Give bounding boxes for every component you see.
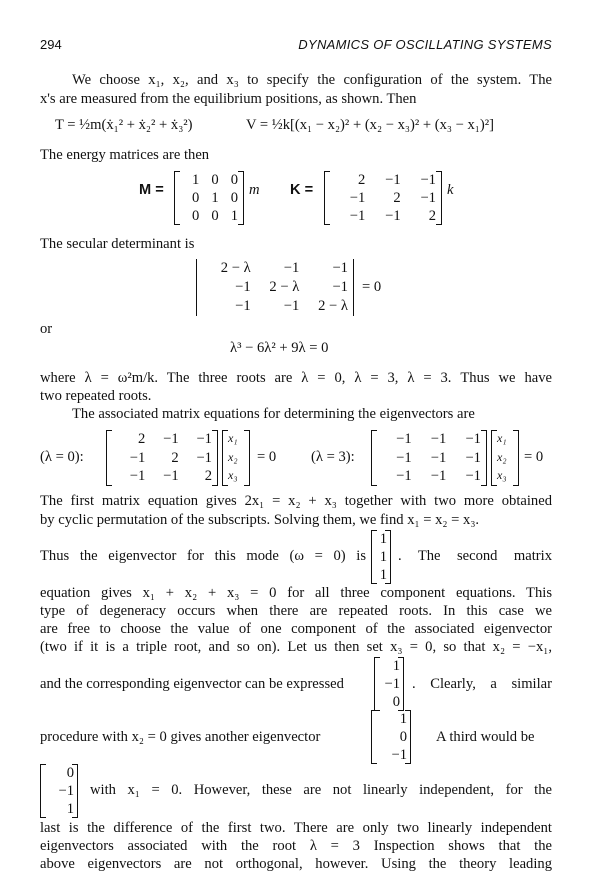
paragraph-line: . The second matrix: [398, 548, 552, 564]
matrix-cell: 2: [358, 171, 366, 188]
matrix-cell: −1: [430, 449, 447, 466]
lambda-three-label: (λ = 3):: [311, 449, 355, 465]
vector-cell: −1: [58, 782, 74, 799]
matrix-cell: 2 − λ: [318, 298, 348, 314]
paragraph-line: eigenvectors associated with the root λ = 3 Inspection shows that the: [40, 838, 552, 854]
vector-cell: x₃: [497, 468, 507, 483]
matrix-cell: 2: [204, 468, 212, 485]
paragraph-line: type of degeneracy occurs when there are repeated roots. In this case we: [40, 603, 552, 619]
lambda-zero-label: (λ = 0):: [40, 449, 84, 465]
mass-factor: m: [249, 182, 260, 198]
matrix-cell: 0: [230, 171, 238, 188]
page-number: 294: [40, 37, 62, 52]
matrix-cell: 0: [211, 207, 219, 224]
eigenvector-b: [371, 710, 411, 764]
potential-energy-equation: V = ½k[(x₁ − x₂)² + (x₂ − x₃)² + (x₃ − x₁)²]: [246, 117, 494, 133]
matrix-m-label: M =: [139, 182, 164, 198]
vector-cell: x₂: [228, 449, 238, 464]
bracket-right: [238, 171, 244, 225]
vector-cell: 1: [66, 800, 74, 817]
x-vector-lambda-0: [222, 430, 250, 486]
matrix-cell: 0: [230, 189, 238, 206]
eigenvector-omega-zero: [371, 530, 391, 584]
equation-rhs-lambda-0: = 0: [257, 449, 277, 465]
paragraph-line: (two if it is a triple root, and so on). Let us then set x₃ = 0, so that x₂ = −x₁,: [40, 639, 552, 655]
vector-cell: 0: [392, 693, 400, 710]
word-or: or: [40, 321, 53, 337]
paragraph-line: by cyclic permutation of the subscripts. Solving them, we find x₁ = x₂ = x₃.: [40, 512, 480, 528]
vector-cell: −1: [391, 746, 407, 763]
matrix-cell: 1: [230, 207, 238, 224]
matrix-cell: 2 − λ: [269, 279, 300, 295]
determinant-rhs: = 0: [362, 279, 382, 295]
matrix-cell: −1: [163, 468, 179, 485]
vector-cell: 1: [399, 710, 407, 727]
matrix-cell: −1: [196, 449, 212, 466]
matrix-k-label: K =: [290, 182, 314, 198]
paragraph-line: The energy matrices are then: [40, 147, 210, 163]
matrix-cell: −1: [283, 298, 300, 314]
characteristic-equation: λ³ − 6λ² + 9λ = 0: [230, 340, 329, 356]
matrix-cell: −1: [129, 449, 146, 466]
x-vector-lambda-3: [491, 430, 519, 486]
paragraph-line: The first matrix equation gives 2x₁ = x₂ + x₃ together with two more obtained: [40, 493, 552, 509]
matrix-cell: 0: [211, 171, 219, 188]
matrix-cell: 1: [192, 171, 200, 188]
vector-cell: −1: [384, 675, 400, 692]
matrix-cell: −1: [396, 430, 412, 447]
paragraph-line: last is the difference of the first two. There are only two linearly independent: [40, 820, 552, 836]
vector-cell: x₁: [228, 430, 238, 445]
vector-cell: 0: [399, 728, 407, 745]
matrix-cell: −1: [235, 279, 251, 295]
matrix-cell: −1: [235, 298, 251, 314]
page-header: [40, 37, 552, 57]
eigenvector-c: [40, 764, 78, 818]
vector-cell: 0: [66, 764, 74, 781]
paragraph-line: and the corresponding eigenvector can be expressed: [40, 676, 344, 692]
paragraph-line: are free to choose the value of one component of the associated eigenvector: [40, 621, 552, 637]
equation-rhs-lambda-3: = 0: [524, 449, 544, 465]
paragraph-line: Thus the eigenvector for this mode (ω = 0) is: [40, 548, 366, 564]
bracket-right: [481, 430, 487, 486]
matrix-cell: −1: [430, 430, 447, 447]
kinetic-energy-equation: T = ½m(ẋ₁² + ẋ₂² + ẋ₃²): [55, 117, 193, 133]
matrix-cell: 2: [428, 207, 436, 224]
eigenvector-a: [374, 657, 404, 711]
matrix-cell: 2 − λ: [220, 260, 251, 276]
matrix-cell: −1: [349, 189, 366, 206]
matrix-cell: −1: [420, 171, 436, 188]
vector-cell: x₁: [497, 430, 507, 445]
paragraph-line: . Clearly, a similar: [412, 676, 552, 692]
matrix-cell: 0: [192, 207, 200, 224]
matrix-cell: 0: [192, 189, 200, 206]
matrix-cell: −1: [430, 468, 447, 485]
paragraph-line: two repeated roots.: [40, 388, 152, 404]
paragraph-line: above eigenvectors are not orthogonal, however. Using the theory leading: [40, 856, 552, 872]
matrix-cell: −1: [396, 449, 412, 466]
paragraph-line: The associated matrix equations for determining the eigenvectors are: [72, 406, 475, 422]
stiffness-matrix: [324, 171, 442, 225]
stiffness-factor: k: [447, 182, 454, 198]
bracket-right: [436, 171, 442, 225]
matrix-cell: −1: [385, 171, 401, 188]
paragraph-line: A third would be: [436, 729, 535, 745]
matrix-cell: −1: [385, 207, 401, 224]
eigen-matrix-lambda-3: [371, 430, 487, 486]
paragraph-line: procedure with x₂ = 0 gives another eigenvector: [40, 729, 321, 745]
secular-determinant: [196, 259, 354, 316]
eigen-matrix-lambda-0: [106, 430, 218, 486]
vector-cell: 1: [392, 657, 400, 674]
matrix-cell: −1: [332, 260, 348, 276]
mass-matrix: [174, 171, 244, 225]
matrix-cell: −1: [420, 189, 436, 206]
vector-cell: 1: [379, 548, 387, 565]
matrix-cell: −1: [465, 430, 481, 447]
matrix-cell: −1: [396, 468, 412, 485]
matrix-cell: −1: [332, 279, 348, 295]
vector-cell: 1: [379, 530, 387, 547]
paragraph-line: x's are measured from the equilibrium positions, as shown. Then: [40, 91, 417, 107]
bracket-right: [212, 430, 218, 486]
matrix-cell: −1: [163, 430, 179, 447]
paragraph-line: with x₁ = 0. However, these are not linearly independent, for the: [90, 782, 552, 798]
running-head: DYNAMICS OF OSCILLATING SYSTEMS: [298, 37, 552, 52]
matrix-cell: −1: [283, 260, 300, 276]
determinant-bar-right: [353, 259, 354, 316]
matrix-cell: −1: [465, 468, 481, 485]
paragraph-line: We choose x₁, x₂, and x₃ to specify the configuration of the system. The: [72, 72, 552, 88]
paragraph-line: equation gives x₁ + x₂ + x₃ = 0 for all three component equations. This: [40, 585, 552, 601]
paragraph-line: The secular determinant is: [40, 236, 195, 252]
matrix-cell: 2: [138, 430, 146, 447]
matrix-cell: −1: [349, 207, 366, 224]
matrix-cell: −1: [465, 449, 481, 466]
matrix-cell: −1: [196, 430, 212, 447]
determinant-bar-left: [196, 259, 197, 316]
matrix-cell: −1: [129, 468, 146, 485]
matrix-cell: 2: [393, 189, 401, 206]
vector-cell: x₃: [228, 468, 238, 483]
paragraph-line: where λ = ω²m/k. The three roots are λ = 0, λ = 3, λ = 3. Thus we have: [40, 370, 552, 386]
vector-cell: x₂: [497, 449, 507, 464]
matrix-cell: 1: [211, 189, 219, 206]
vector-cell: 1: [379, 566, 387, 583]
matrix-cell: 2: [171, 449, 179, 466]
